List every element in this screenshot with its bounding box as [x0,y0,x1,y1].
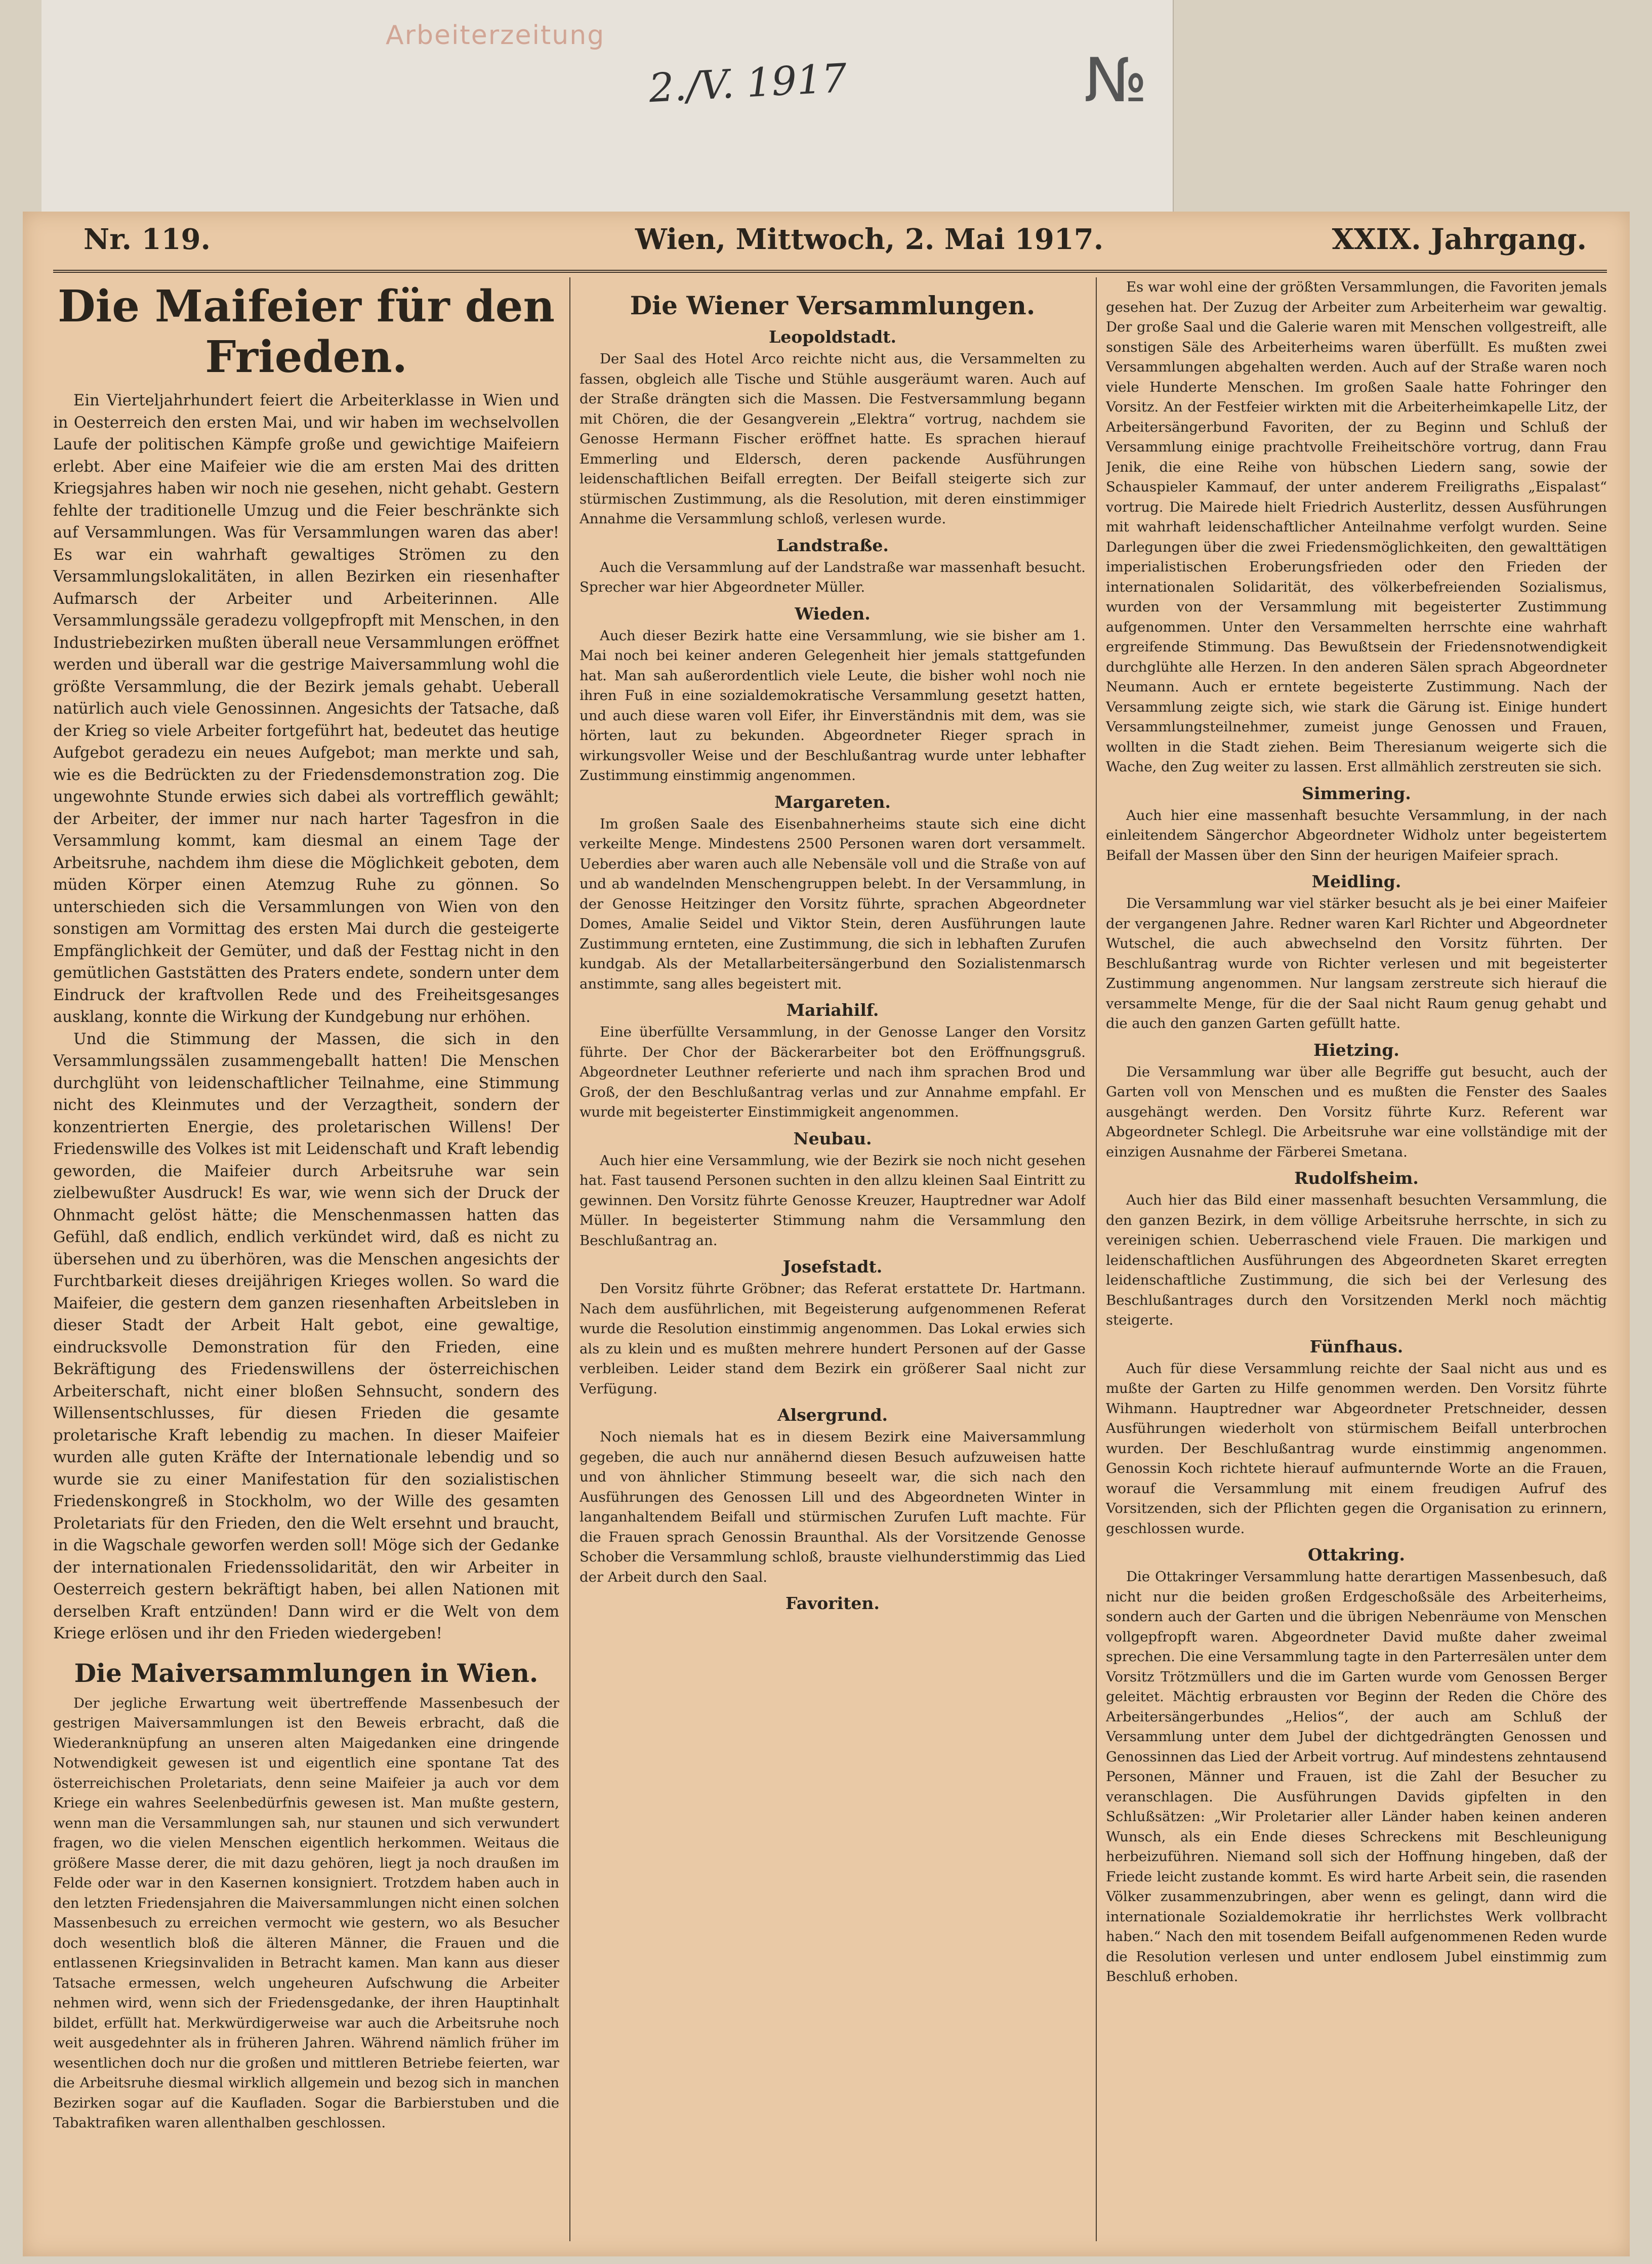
district-heading: Favoriten. [786,1593,880,1613]
dateline: Wien, Mittwoch, 2. Mai 1917. [635,223,1104,256]
archive-stamp: Arbeiterzeitung [386,20,605,51]
district-heading: Leopoldstadt. [769,327,896,347]
district-report: Eine überfüllte Versammlung, in der Genosse Langer den Vorsitz führte. Der Chor der Bäckerarbeiter bot den Eröffnungsgruß. Abgeordneter Leuthner referierte und nach ihm sprachen Brod und Groß, der den Beschlußantrag verlas und zur Annahme empfahl. Er wurde mit begeisterter Einstimmigkeit angenommen. [580,1024,1086,1120]
district-heading: Fünfhaus. [1309,1336,1403,1356]
handwritten-date: 2./V. 1917 [647,55,848,112]
column-1 [53,277,559,2246]
column-rule [569,277,570,2241]
article-paragraph: Und die Stimmung der Massen, die sich in den Versammlungssälen zusammengeballt hatten! Die Menschen durchglüht von leidenschaftlicher Teilnahme, eine Stimmung nicht des Kleinmutes und der Verzagtheit, sondern der konzentrierten Energie, des proletarischen Willens! Der Friedenswille des Volkes ist mit Leidenschaft und Kraft lebendig geworden, die Maifeier durch Arbeitsruhe war sein zielbewußter Ausdruck! Es war, wie wenn sich der Druck der Ohnmacht gelöst hätte; die Menschenmassen hatten das Gefühl, daß endlich, endlich verkündet wird, daß es nicht zu übersehen und zu überhören, was die Menschen angesichts der Furchtbarkeit dieses dreijährigen Krieges wollen. So ward die Maifeier, die gestern dem ganzen riesenhaften Arbeitsleben in dieser Stadt der Arbeit Halt gebot, eine gewaltige, eindrucksvolle Demonstration für den Frieden, eine Bekräftigung des Friedenswillens der österreichischen Arbeiterschaft, nicht einer bloßen Sehnsucht, sondern des Willensentschlusses, für diesen Frieden die gesamte proletarische Kraft lebendig zu machen. In dieser Maifeier wurden alle guten Kräfte der Internationale lebendig und so wurde sie zu einer Manifestation für den sozialistischen Friedenskongreß in Stockholm, wo der Wille des gesamten Proletariats für den Frieden, den die Welt ersehnt und braucht, in die Wagschale geworfen werden soll! Möge sich der Gedanke der internationalen Friedenssolidarität, den wir Arbeiter in Oesterreich gestern bekräftigt haben, bei allen Nationen mit derselben Kraft entzünden! Dann wird er die Welt von dem Kriege erlösen und ihr den Frieden wiedergeben! [53,1030,559,1642]
district-report: Die Versammlung war viel stärker besucht als je bei einer Maifeier der vergangenen Jahre. Redner waren Karl Richter und Abgeordneter Wutschel, die auch abwechselnd den Vorsitz führten. Der Beschlußantrag wurde von Richter verlesen und mit begeisterter Zustimmung angenommen. Nur langsam zerstreute sich hierauf die versammelte Menge, für die der Saal nicht Raum genug gehabt und die auch den ganzen Garten gefüllt hatte. [1106,895,1607,1032]
clipping-slip [42,0,1174,223]
article-intro: Der jegliche Erwartung weit übertreffende Massenbesuch der gestrigen Maiversammlungen ist den Beweis erbracht, daß die Wiederanknüpfung an unseren alten Maigedanken eine dringende Notwendigkeit gewesen ist und eigentlich eine spontane Tat des österreichischen Proletariats, denn seine Maifeier ja auch vor dem Kriege ein wahres Seelenbedürfnis gewesen ist. Man mußte gestern, wenn man die Versammlungen sah, nur staunen und sich verwundert fragen, wo die vielen Menschen eigentlich herkommen. Weitaus die größere Masse derer, die mit dazu gehören, liegt ja noch draußen im Felde oder war in den Kasernen konsigniert. Trotzdem haben auch in den letzten Friedensjahren die Maiversammlungen nicht einen solchen Massenbesuch zu erreichen vermocht wie gestern, wo als Besucher doch wesentlich bloß die älteren Männer, die Frauen und die entlassenen Kriegsinvaliden in Betracht kamen. Man kann aus dieser Tatsache ermessen, welch ungeheuren Aufschwung die Arbeiter nehmen wird, wenn sich der Friedensgedanke, der ihren Hauptinhalt bildet, erfüllt hat. Merkwürdigerweise war auch die Arbeitsruhe noch weit ausgedehnter als in früheren Jahren. Während nämlich früher im wesentlichen doch nur die großen und mittleren Betriebe feierten, war die Arbeitsruhe diesmal wirklich allgemein und bezog sich in manchen Bezirken sogar auf die Kaufladen. Sogar die Barbierstuben und die Tabaktrafiken waren allenthalben geschlossen. [53,1695,559,2131]
headline-maifeier: Die Maifeier für den Frieden. [58,281,555,383]
column-3 [1106,277,1607,2246]
subhead-wiener-versammlungen: Die Wiener Versammlungen. [630,291,1036,320]
district-report: Es war wohl eine der größten Versammlungen, die Favoriten jemals gesehen hat. Der Zuzug der Arbeiter zum Arbeiterheim war gewaltig. Der große Saal und die Galerie waren mit Menschen vollgestreift, alle sonstigen Säle des Arbeiterheims waren überfüllt. Es mußten zwei Versammlungen abgehalten werden. Auch auf der Straße waren noch viele Hunderte Menschen. Im großen Saale hatte Fohringer den Vorsitz. An der Festfeier wirkten mit die Arbeiterheimkapelle Litz, der Arbeitersängerbund Favoriten, der zu Beginn und Schluß der Versammlung einige prachtvolle Freiheitschöre vortrug, dann Frau Jenik, die eine Reihe von hübschen Liedern sang, sowie der Schauspieler Kammauf, der unter anderem Freiligraths „Eispalast“ vortrug. Die Mairede hielt Friedrich Austerlitz, dessen Ausführungen mit wahrhaft leidenschaftlicher Anteilnahme verfolgt wurden. Seine Darlegungen über die zwei Friedensmöglichkeiten, den gewalttätigen imperialistischen Eroberungsfrieden oder den Frieden der internationalen Solidarität, des völkerbefreienden Sozialismus, wurden von der Versammlung mit begeisterter Zustimmung aufgenommen. Unter den Versammelten herrschte eine wahrhaft ergreifende Stimmung. Das Bewußtsein der Friedensnotwendigkeit durchglühte alle Herzen. In den anderen Sälen sprach Abgeordneter Neumann. Auch er erntete begeisterte Zustimmung. Nach der Versammlung zeigte sich, wie stark die Gärung ist. Einige hundert Versammlungsteilnehmer, zumeist junge Genossen und Frauen, wollten in die Stadt ziehen. Beim Theresianum weigerte sich die Wache, den Zug weiter zu lassen. Erst allmählich zerstreuten sie sich. [1106,279,1607,775]
district-heading: Wieden. [795,603,871,624]
district-report: Auch für diese Versammlung reichte der Saal nicht aus und es mußte der Garten zu Hilfe genommen werden. Den Vorsitz führte Wihmann. Hauptredner war Abgeordneter Pretschneider, dessen Ausführungen wiederholt von stürmischem Beifall unterbrochen wurden. Der Beschlußantrag wurde einstimmig angenommen. Genossin Koch richtete hierauf aufmunternde Worte an die Frauen, worauf die Versammlung mit einem freudigen Aufruf des Vorsitzenden, sich der Pflichten gegen die Organisation zu erinnern, geschlossen wurde. [1106,1360,1607,1537]
district-heading: Meidling. [1311,872,1401,891]
issue-number: Nr. 119. [84,223,211,256]
district-report: Der Saal des Hotel Arco reichte nicht aus, die Versammelten zu fassen, obgleich alle Tische und Stühle ausgeräumt waren. Auch auf der Straße drängten sich die Massen. Die Festversammlung begann mit Chören, die der Gesangverein „Elektra“ vortrug, nachdem sie Genosse Hermann Fischer eröffnet hatte. Es sprachen hierauf Emmerling und Eldersch, deren packende Ausführungen leidenschaftlichen Beifall erregten. Der Beifall steigerte sich zur stürmischen Zustimmung, als die Resolution, mit deren einstimmiger Annahme die Versammlung schloß, verlesen wurde. [580,351,1086,527]
headline-maiversammlungen: Die Maiversammlungen in Wien. [74,1658,539,1688]
district-report: Noch niemals hat es in diesem Bezirk eine Maiversammlung gegeben, die auch nur annähernd diesen Besuch aufzuweisen hatte und von ähnlicher Stimmung beseelt war, die sich nach den Ausführungen des Genossen Lill und des Abgeordneten Winter in langanhaltendem Beifall und stürmischen Zurufen Luft machte. Für die Frauen sprach Genossin Braunthal. Als der Vorsitzende Genosse Schober die Versammlung schloß, brauste vielhunderstimmig das Lied der Arbeit durch den Saal. [580,1429,1086,1585]
district-report: Auch hier das Bild einer massenhaft besuchten Versammlung, die den ganzen Bezirk, in dem völlige Arbeitsruhe herrschte, in sich zu vereinigen schien. Ueberraschend viele Frauen. Die markigen und leidenschaftlichen Ausführungen des Abgeordneten Skaret erregten leidenschaftliche Zustimmung, die sich bei der Verlesung des Beschlußantrages durch den Vorsitzenden Merkl noch mächtig steigerte. [1106,1192,1607,1328]
district-heading: Simmering. [1302,783,1411,803]
volume: XXIX. Jahrgang. [1332,223,1587,256]
district-heading: Mariahilf. [786,1000,879,1020]
district-heading: Margareten. [774,792,891,812]
column-2 [580,277,1086,2246]
district-report: Die Versammlung war über alle Begriffe gut besucht, auch der Garten voll von Menschen und es mußten die Fenster des Saales ausgehängt werden. Den Vorsitz führte Kurz. Referent war Abgeordneter Schlegl. Die Arbeitsruhe war eine vollständige mit der einzigen Ausnahme der Färberei Smetana. [1106,1063,1607,1160]
district-report: Auch hier eine massenhaft besuchte Versammlung, in der nach einleitendem Sängerchor Abgeordneter Widholz unter begeistertem Beifall der Massen über den Sinn der heurigen Maifeier sprach. [1106,807,1607,863]
district-heading: Neubau. [793,1128,872,1148]
district-report: Die Ottakringer Versammlung hatte derartigen Massenbesuch, daß nicht nur die beiden großen Erdgeschoßsäle des Arbeiterheims, sondern auch der Garten und die übrigen Nebenräume von Menschen vollgepfropft waren. Abgeordneter David mußte daher zweimal sprechen. Die eine Versammlung tagte in den Parterresälen unter dem Vorsitz Trötzmüllers und die im Garten wurde vom Genossen Berger geleitet. Mächtig erbrausten vor Beginn der Reden die Chöre des Arbeitersängerbundes „Helios“, der auch am Schluß der Versammlung unter dem Jubel der dichtgedrängten Genossen und Genossinnen das Lied der Arbeit vortrug. Auf mindestens zehntausend Personen, Männer und Frauen, ist die Zahl der Besucher zu veranschlagen. Die Ausführungen Davids gipfelten in den Schlußsätzen: „Wir Proletarier aller Länder haben keinen anderen Wunsch, als ein Ende dieses Schreckens mit Beschleunigung herbeizuführen. Niemand soll sich der Hoffnung hingeben, daß der Friede leicht zustande kommt. Es wird harte Arbeit sein, die rasenden Völker zusammenzubringen, aber wenn es gelingt, dann wird die internationale Sozialdemokratie ihr herrlichstes Werk vollbracht haben.“ Nach den mit tosendem Beifall aufgenommenen Reden wurde die Resolution verlesen und unter endlosem Jubel einstimmig zum Beschluß erhoben. [1106,1569,1607,1985]
column-rule [1096,277,1097,2241]
handwritten-mark: № [1084,46,1147,116]
district-report: Auch die Versammlung auf der Landstraße war massenhaft besucht. Sprecher war hier Abgeordneter Müller. [580,559,1086,595]
district-heading: Josefstadt. [782,1257,883,1277]
district-report: Auch dieser Bezirk hatte eine Versammlung, wie sie bisher am 1. Mai noch bei keiner anderen Gelegenheit hier jemals stattgefunden hat. Man sah außerordentlich viele Leute, die bisher wohl noch nie ihren Fuß in eine sozialdemokratische Versammlung gesetzt hatten, und auch diese waren voll Eifer, ihr Einverständnis mit dem, was sie hörten, laut zu bekunden. Abgeordneter Rieger sprach in wirkungsvoller Weise und der Beschlußantrag wurde unter lebhafter Zustimmung einstimmig angenommen. [580,627,1086,784]
article-paragraph: Ein Vierteljahrhundert feiert die Arbeiterklasse in Wien und in Oesterreich den ersten Mai, und wir haben im wechselvollen Laufe der politischen Kämpfe große und gewichtige Maifeiern erlebt. Aber eine Maifeier wie die am ersten Mai des dritten Kriegsjahres haben wir noch nie gesehen, nicht gehabt. Gestern fehlte der traditionelle Umzug und die Feier beschränkte sich auf Versammlungen. Was für Versammlungen waren das aber! Es war ein wahrhaft gewaltiges Strömen zu den Versammlungslokalitäten, in allen Bezirken ein riesenhafter Aufmarsch der Arbeiter und Arbeiterinnen. Alle Versammlungssäle geradezu vollgepfropft mit Menschen, in den Industriebezirken mußten überall neue Versammlungen eröffnet werden und überall war die gestrige Maiversammlung wohl die größte Versammlung, die der Bezirk jemals gehabt. Ueberall natürlich auch viele Genossinnen. Angesichts der Tatsache, daß der Krieg so viele Arbeiter fortgeführt hat, bedeutet das heutige Aufgebot geradezu ein neues Aufgebot; man merkte und sah, wie es die Bedrückten zu der Friedensdemonstration zog. Die ungewohnte Stunde erwies sich dabei als vortrefflich gewählt; der Arbeiter, der immer nur nach harter Tagesfron in die Versammlung kommt, kam diesmal an einem Tage der Arbeitsruhe, nachdem ihm diese die Möglichkeit geboten, dem müden Körper einen Atemzug Ruhe zu gönnen. So unterschieden sich die Versammlungen von Wien von den sonstigen am Vormittag des ersten Mai durch die gesteigerte Empfänglichkeit der Gemüter, und daß der Festtag nicht in den gemütlichen Gaststätten des Praters endete, sondern unter dem Eindruck der kraftvollen Rede und des Freiheitsgesanges ausklang, konnte die Wirkung der Kundgebung nur erhöhen. [53,392,559,1026]
newspaper-page [23,212,1630,2256]
masthead [53,212,1607,273]
district-report: Auch hier eine Versammlung, wie der Bezirk sie noch nicht gesehen hat. Fast tausend Personen suchten in den allzu kleinen Saal Eintritt zu gewinnen. Den Vorsitz führte Genosse Kreuzer, Hauptredner war Adolf Müller. In begeisterter Stimmung nahm die Versammlung den Beschlußantrag an. [580,1152,1086,1249]
district-report: Im großen Saale des Eisenbahnerheims staute sich eine dicht verkeilte Menge. Mindestens 2500 Personen waren dort versammelt. Ueberdies aber waren auch alle Nebensäle voll und die Straße von auf und ab wandelnden Menschengruppen belebt. In der Versammlung, in der Genosse Heitzinger den Vorsitz führte, sprachen Abgeordneter Domes, Amalie Seidel und Viktor Stein, deren Ausführungen laute Zustimmung ernteten, eine Zustimmung, die sich in lebhaften Zurufen kundgab. Als der Metallarbeitersängerbund den Sozialistenmarsch anstimmte, sang alles begeistert mit. [580,815,1086,992]
district-heading: Rudolfsheim. [1294,1168,1419,1188]
district-heading: Alsergrund. [777,1405,888,1425]
district-heading: Hietzing. [1313,1040,1399,1060]
district-report: Den Vorsitz führte Gröbner; das Referat erstattete Dr. Hartmann. Nach dem ausführlichen, mit Begeisterung aufgenommenen Referat wurde die Resolution einstimmig angenommen. Das Lokal erwies sich als zu klein und es mußten mehrere hundert Personen auf der Gasse verbleiben. Leider stand dem Bezirk ein größerer Saal nicht zur Verfügung. [580,1281,1086,1397]
district-heading: Ottakring. [1308,1545,1405,1565]
district-heading: Landstraße. [776,535,889,555]
